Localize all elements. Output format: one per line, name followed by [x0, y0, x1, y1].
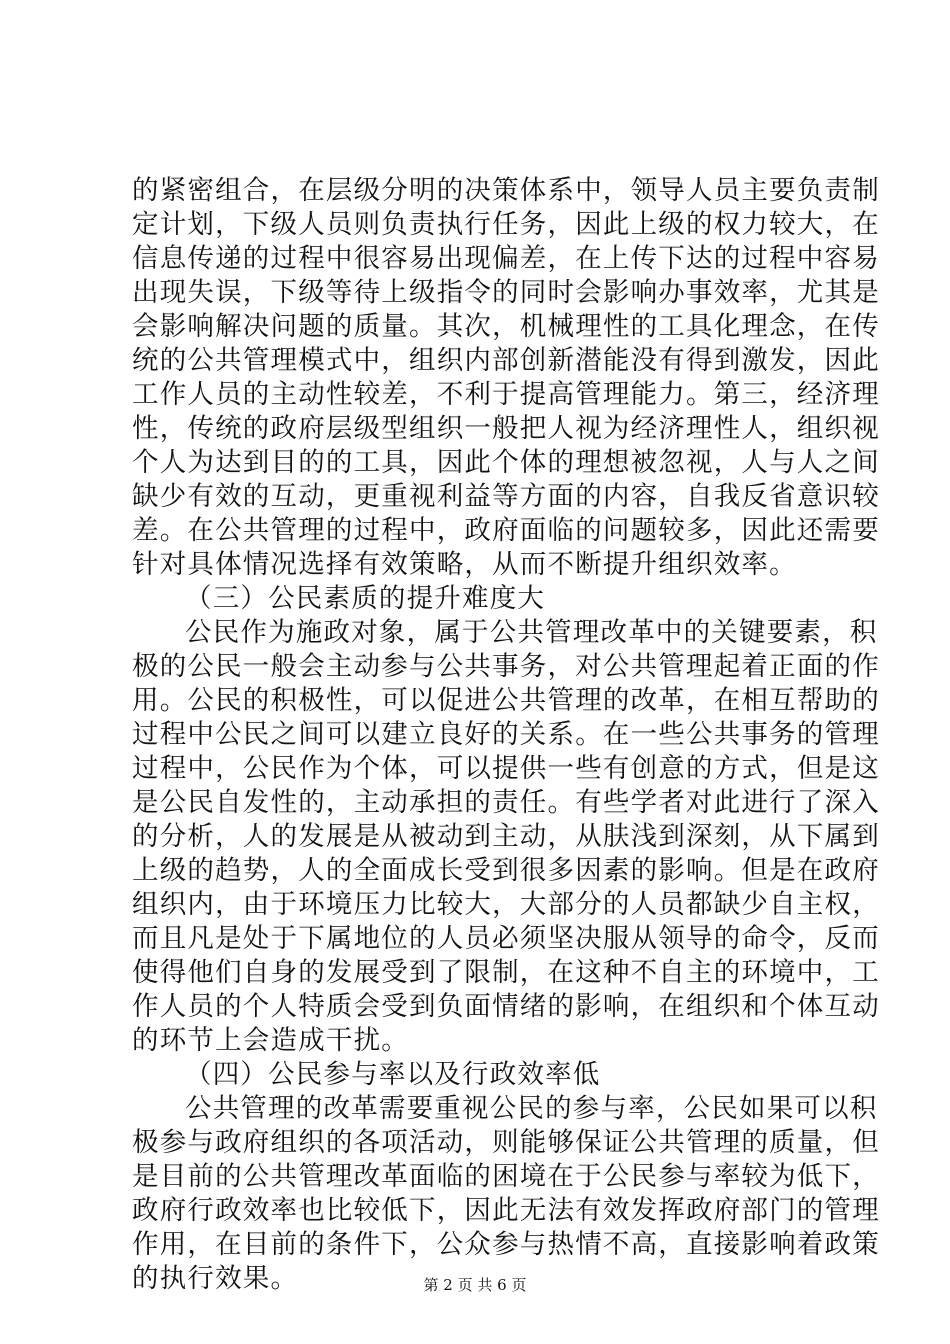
paragraph-first-line: 公民作为施政对象，属于公共管理改革中的关键要素，积	[185, 617, 878, 648]
text-line: 政府行政效率也比较低下，因此无法有效发挥政府部门的管理	[132, 1195, 880, 1226]
text-line: 统的公共管理模式中，组织内部创新潜能没有得到激发，因此	[132, 345, 880, 376]
text-line: 差。在公共管理的过程中，政府面临的问题较多，因此还需要	[132, 515, 880, 546]
text-line: 作人员的个人特质会受到负面情绪的影响，在组织和个体互动	[132, 991, 880, 1022]
text-line: 出现失误，下级等待上级指令的同时会影响办事效率，尤其是	[132, 277, 880, 308]
text-line: 组织内，由于环境压力比较大，大部分的人员都缺少自主权，	[132, 889, 880, 920]
text-line: 针对具体情况选择有效策略，从而不断提升组织效率。	[132, 549, 797, 580]
text-line: 缺少有效的互动，更重视利益等方面的内容，自我反省意识较	[132, 481, 880, 512]
text-line: 是目前的公共管理改革面临的困境在于公民参与率较为低下，	[132, 1161, 880, 1192]
text-line: 用。公民的积极性，可以促进公共管理的改革，在相互帮助的	[132, 685, 880, 716]
text-line: 极参与政府组织的各项活动，则能够保证公共管理的质量，但	[132, 1127, 880, 1158]
text-line: 信息传递的过程中很容易出现偏差，在上传下达的过程中容易	[132, 243, 880, 274]
text-line: 作用，在目前的条件下，公众参与热情不高，直接影响着政策	[132, 1229, 880, 1260]
text-line: 的执行效果。	[132, 1263, 299, 1294]
body-text	[132, 174, 880, 1296]
text-line: 的紧密组合，在层级分明的决策体系中，领导人员主要负责制	[132, 175, 880, 206]
text-line: 的分析，人的发展是从被动到主动，从肤浅到深刻，从下属到	[132, 821, 880, 852]
text-line: 性，传统的政府层级型组织一般把人视为经济理性人，组织视	[132, 413, 880, 444]
section-heading: （三）公民素质的提升难度大	[185, 583, 546, 614]
section-heading: （四）公民参与率以及行政效率低	[185, 1059, 601, 1090]
text-line: 个人为达到目的的工具，因此个体的理想被忽视，人与人之间	[132, 447, 880, 478]
text-line: 的环节上会造成干扰。	[132, 1025, 409, 1056]
text-line: 会影响解决问题的质量。其次，机械理性的工具化理念，在传	[132, 311, 880, 342]
text-line: 工作人员的主动性较差，不利于提高管理能力。第三，经济理	[132, 379, 880, 410]
page-number: 第 2 页 共 6 页	[423, 1276, 527, 1294]
text-line: 使得他们自身的发展受到了限制，在这种不自主的环境中，工	[132, 957, 880, 988]
text-line: 定计划，下级人员则负责执行任务，因此上级的权力较大，在	[132, 209, 880, 240]
text-line: 而且凡是处于下属地位的人员必须坚决服从领导的命令，反而	[132, 923, 880, 954]
paragraph-first-line: 公共管理的改革需要重视公民的参与率，公民如果可以积	[185, 1093, 878, 1124]
text-line: 是公民自发性的，主动承担的责任。有些学者对此进行了深入	[132, 787, 880, 818]
text-line: 极的公民一般会主动参与公共事务，对公共管理起着正面的作	[132, 651, 880, 682]
text-line: 上级的趋势，人的全面成长受到很多因素的影响。但是在政府	[132, 855, 880, 886]
text-line: 过程中，公民作为个体，可以提供一些有创意的方式，但是这	[132, 753, 880, 784]
text-line: 过程中公民之间可以建立良好的关系。在一些公共事务的管理	[132, 719, 880, 750]
